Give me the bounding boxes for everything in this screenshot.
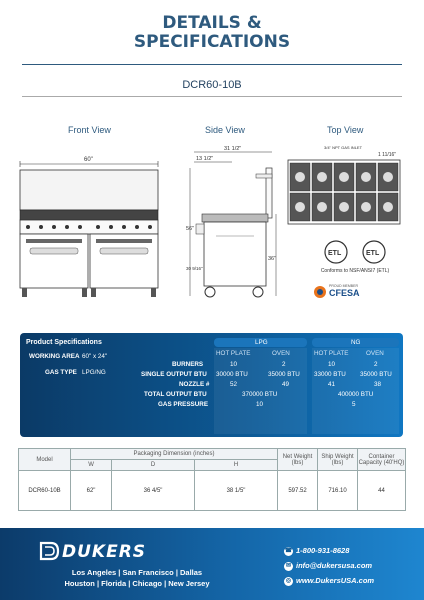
side-body-label: 13 1/2" xyxy=(196,156,214,162)
col-d-header: D xyxy=(112,460,195,471)
inlet-offset-label: 1 11/16" xyxy=(378,152,397,158)
table-row xyxy=(19,471,406,511)
front-view-label: Front View xyxy=(68,125,111,135)
col-model-header: Model xyxy=(19,449,71,471)
gas-pressure-ng: 5 xyxy=(352,401,356,408)
burners-lpg-oven: 2 xyxy=(282,361,286,368)
col-packaging-header: Packaging Dimension (inches) xyxy=(71,449,278,460)
cfesa-name: CFESA xyxy=(329,288,360,298)
cfesa-tagline: PROUD MEMBER xyxy=(329,284,358,288)
svg-text:ETL: ETL xyxy=(366,250,380,257)
locations xyxy=(22,567,252,589)
phone-icon: ☎ xyxy=(284,547,293,554)
height-work-label: 36" xyxy=(268,256,277,262)
row-model: DCR60-10B xyxy=(19,471,71,511)
title-divider xyxy=(22,64,402,65)
lpg-label: LPG xyxy=(255,339,268,346)
gas-inlet-label: 3/4" NPT GAS INLET xyxy=(324,145,363,150)
col-net-weight-header: Net Weight (lbs) xyxy=(278,449,318,471)
nozzle-ng-oven: 38 xyxy=(374,381,382,388)
svg-text:ETL: ETL xyxy=(328,250,342,257)
row-h: 38 1/5" xyxy=(195,471,278,511)
title-line-1: DETAILS & xyxy=(162,13,262,33)
title-line-2: SPECIFICATIONS xyxy=(133,32,291,52)
top-view-drawing xyxy=(286,144,410,234)
cfesa-logo xyxy=(312,281,382,306)
side-view-label: Side View xyxy=(205,125,245,135)
gas-pressure-lpg: 10 xyxy=(256,401,264,408)
burners-ng-hp: 10 xyxy=(328,361,336,368)
gas-pressure-label: GAS PRESSURE xyxy=(158,401,209,408)
single-output-ng-hp: 33000 BTU xyxy=(314,371,346,378)
footer-banner xyxy=(0,528,424,600)
burners-ng-oven: 2 xyxy=(374,361,378,368)
model-divider xyxy=(22,96,402,97)
height-body-label: 30 9/16" xyxy=(186,266,203,271)
side-depth-label: 31 1/2" xyxy=(224,146,242,152)
page-title xyxy=(0,14,424,52)
specs-heading: Product Specifications xyxy=(26,339,102,346)
email-icon: ✉ xyxy=(285,562,292,569)
single-output-lpg-hp: 30000 BTU xyxy=(216,371,248,378)
product-specifications-panel xyxy=(20,333,403,437)
email-address: info@dukersusa.com xyxy=(296,561,373,570)
cities-line-1: Los Angeles | San Francisco | Dallas xyxy=(71,568,203,577)
row-container: 44 xyxy=(358,471,406,511)
single-output-label: SINGLE OUTPUT BTU xyxy=(141,371,207,378)
nozzle-lpg-oven: 49 xyxy=(282,381,290,388)
certification-logos xyxy=(310,238,405,271)
nozzle-label: NOZZLE # xyxy=(179,381,210,388)
website-contact[interactable] xyxy=(284,576,374,586)
front-view-drawing xyxy=(14,152,164,300)
globe-icon: ◎ xyxy=(285,577,292,584)
col-h-header: H xyxy=(195,460,278,471)
col-w-header: W xyxy=(71,460,112,471)
brand-name: DUKERS xyxy=(62,542,147,562)
burners-lpg-hp: 10 xyxy=(230,361,238,368)
gas-type-label: GAS TYPE xyxy=(45,369,77,376)
packaging-dimension-table xyxy=(18,448,406,511)
lpg-oven-header: OVEN xyxy=(272,350,290,357)
row-w: 62" xyxy=(71,471,112,511)
cities-line-2: Houston | Florida | Chicago | New Jersey xyxy=(64,579,210,588)
brand-logo xyxy=(38,540,60,567)
lpg-hot-plate-header: HOT PLATE xyxy=(216,350,251,357)
col-container-header: Container Capacity (40'HQ) xyxy=(358,449,406,471)
nsf-conformance-text: Conforms to NSF/ANSI7 (ETL) xyxy=(320,268,390,274)
working-area-value: 60" x 24" xyxy=(82,353,108,360)
single-output-lpg-oven: 35000 BTU xyxy=(268,371,300,378)
ng-hot-plate-header: HOT PLATE xyxy=(314,350,349,357)
total-output-label: TOTAL OUTPUT BTU xyxy=(144,391,207,398)
phone-contact[interactable] xyxy=(284,546,349,556)
top-view-label: Top View xyxy=(327,125,364,135)
working-area-label: WORKING AREA xyxy=(29,353,80,360)
ng-label: NG xyxy=(351,339,361,346)
col-ship-weight-header: Ship Weight (lbs) xyxy=(318,449,358,471)
row-ship-weight: 716.10 xyxy=(318,471,358,511)
single-output-ng-oven: 35000 BTU xyxy=(360,371,392,378)
burners-label: BURNERS xyxy=(172,361,204,368)
row-net-weight: 597.52 xyxy=(278,471,318,511)
phone-number: 1-800-931-8628 xyxy=(296,546,350,555)
total-output-lpg: 370000 BTU xyxy=(242,391,278,398)
height-total-label: 56" xyxy=(186,226,195,232)
row-d: 36 4/5" xyxy=(112,471,195,511)
nozzle-lpg-hp: 52 xyxy=(230,381,238,388)
model-number: DCR60-10B xyxy=(182,79,242,91)
total-output-ng: 400000 BTU xyxy=(338,391,374,398)
gas-type-value: LPG/NG xyxy=(82,369,106,376)
front-width-label: 60" xyxy=(84,157,93,163)
ng-oven-header: OVEN xyxy=(366,350,384,357)
website-url: www.DukersUSA.com xyxy=(296,576,375,585)
side-view-drawing xyxy=(186,146,281,302)
nozzle-ng-hp: 41 xyxy=(328,381,336,388)
email-contact[interactable] xyxy=(284,561,372,571)
